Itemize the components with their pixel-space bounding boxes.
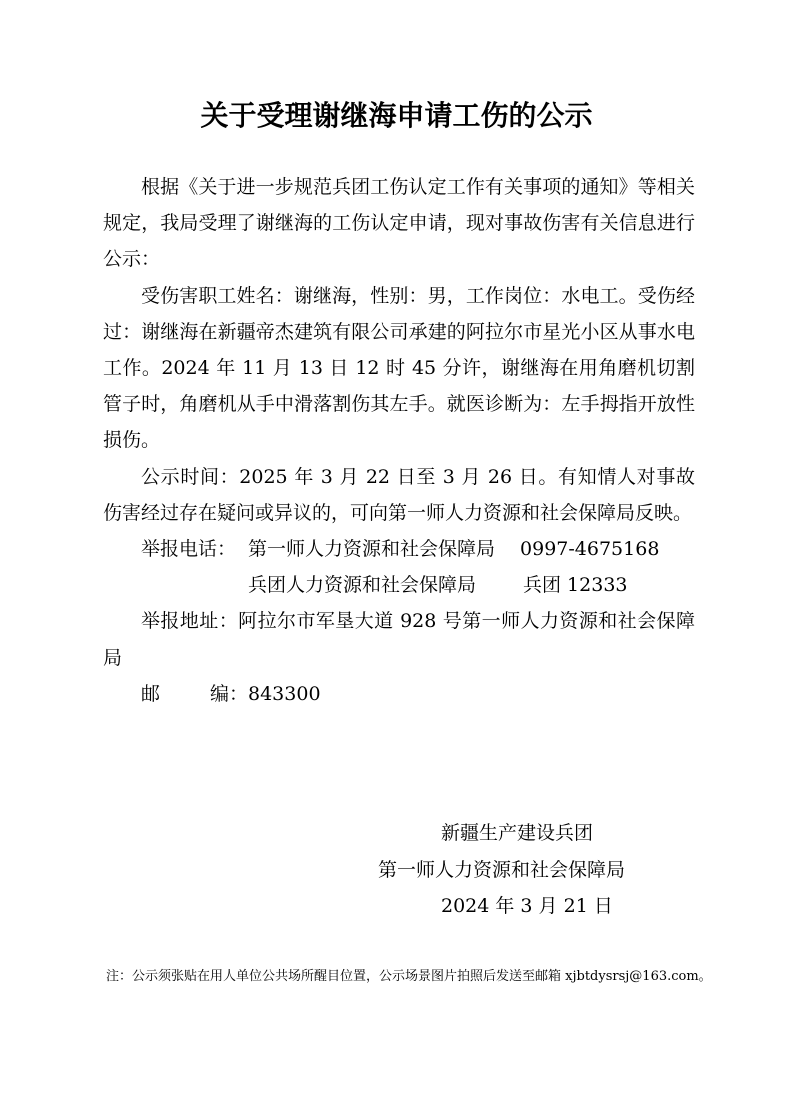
address-value: 阿拉尔市军垦大道 928 号第一师人力资源和社会保障局 (103, 610, 695, 669)
phone-org-1: 第一师人力资源和社会保障局 (248, 538, 496, 561)
address-row (103, 603, 695, 675)
document-body (103, 169, 695, 712)
phone-number-2: 兵团 12333 (523, 574, 628, 597)
postal-label (141, 676, 248, 712)
postal-label-char-2: 编： (209, 682, 248, 705)
document-title: 关于受理谢继海申请工伤的公示 (200, 99, 593, 132)
signature-org-line1: 新疆生产建设兵团 (441, 822, 594, 844)
signature-date: 2024 年 3 月 21 日 (441, 895, 613, 917)
address-label: 举报地址： (141, 610, 239, 633)
footnote: 注：公示须张贴在用人单位公共场所醒目位置，公示场景图片拍照后发送至邮箱 xjbtdysrsj@163.com。 (106, 969, 712, 984)
intro-paragraph: 根据《关于进一步规范兵团工伤认定工作有关事项的通知》等相关规定，我局受理了谢继海的工伤认定申请，现对事故伤害有关信息进行公示： (103, 176, 695, 271)
injured-paragraph: 受伤害职工姓名：谢继海，性别：男，工作岗位：水电工。受伤经过：谢继海在新疆帝杰建筑有限公司承建的阿拉尔市星光小区从事水电工作。2024 年 11 月 13 日 12 时 45 分许，谢继海在用角磨机切割管子时，角磨机从手中滑落割伤其左手。就医诊断为：左手拇指开放性损伤。 (103, 284, 695, 452)
phone-row-1 (103, 531, 695, 567)
phone-row-2 (103, 567, 695, 603)
postal-code: 843300 (248, 682, 321, 705)
signature-org-line2: 第一师人力资源和社会保障局 (378, 858, 626, 881)
phone-org-2: 兵团人力资源和社会保障局 (248, 574, 477, 597)
signature-block (0, 815, 793, 925)
period-paragraph: 公示时间：2025 年 3 月 22 日至 3 月 26 日。有知情人对事故伤害经过存在疑问或异议的，可向第一师人力资源和社会保障局反映。 (103, 465, 695, 524)
phone-label: 举报电话： (141, 538, 237, 561)
postal-row (103, 676, 695, 712)
phone-number-1: 0997-4675168 (520, 538, 660, 561)
postal-label-char-1: 邮 (141, 682, 161, 705)
